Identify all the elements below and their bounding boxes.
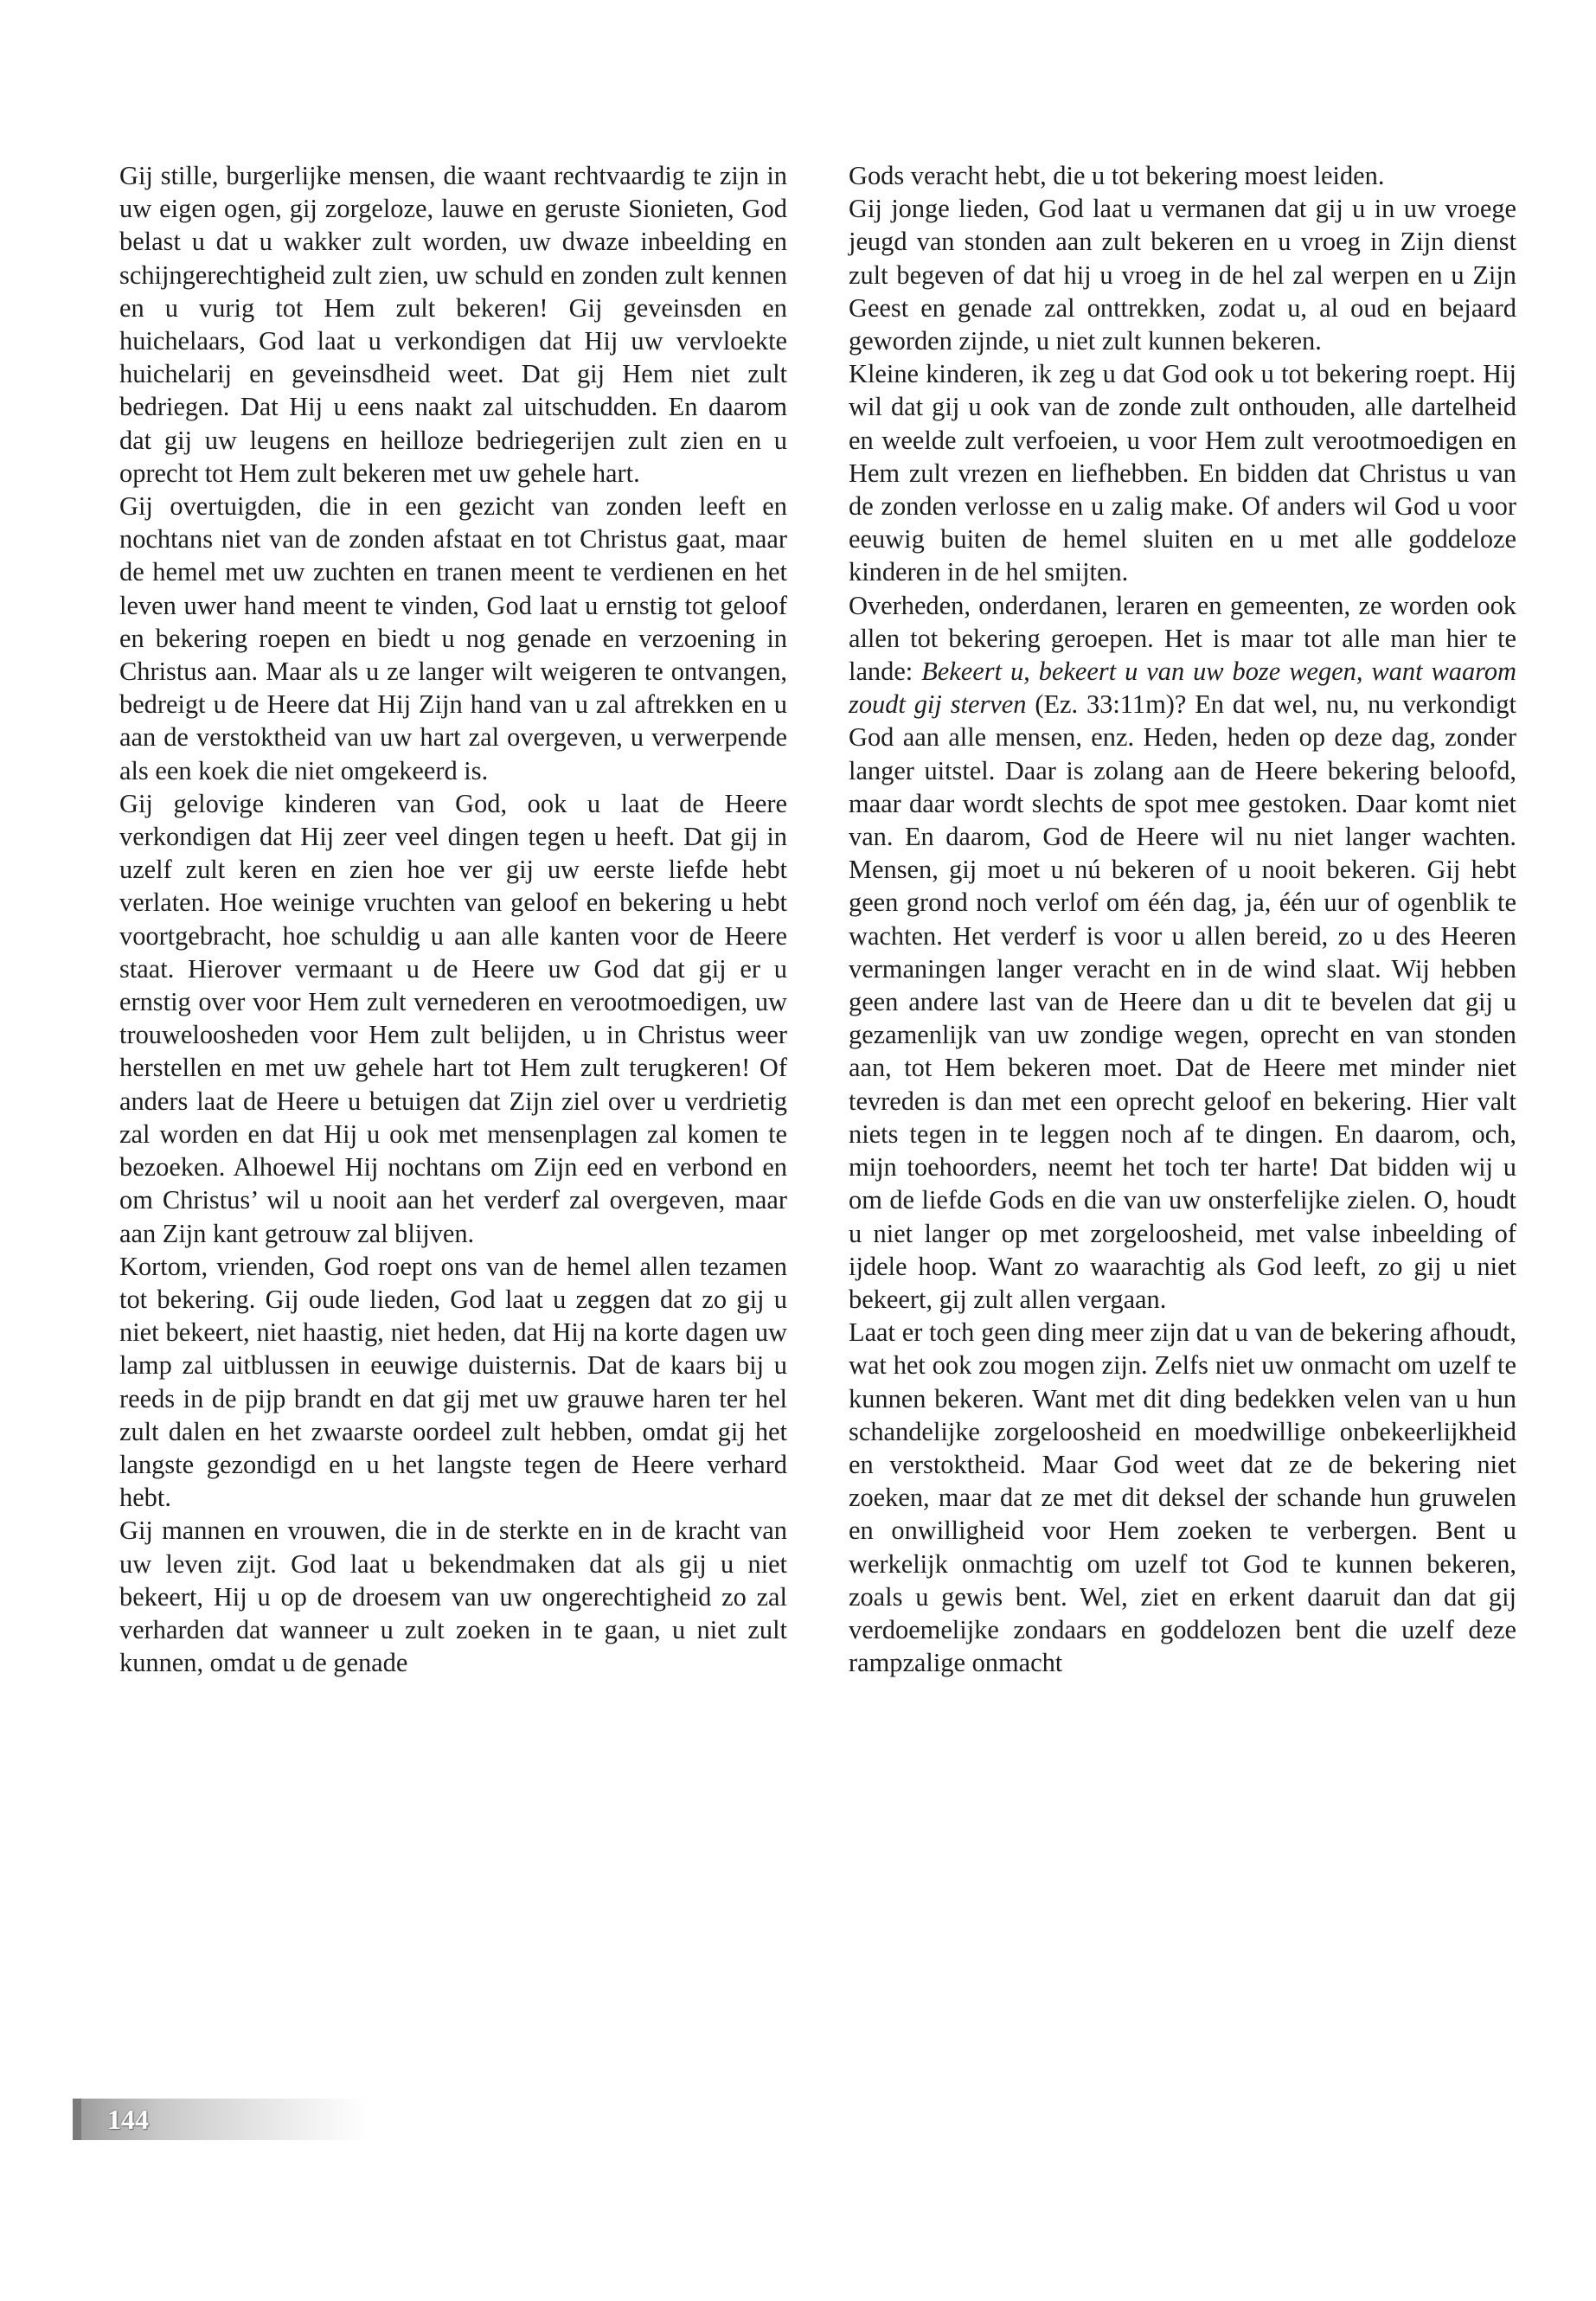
paragraph: Kleine kinderen, ik zeg u dat God ook u tot bekering roept. Hij wil dat gij u ook van de zonde zult onthouden, alle dartelheid en weelde zult verfoeien, u voor Hem zult verootmoedigen en Hem zult vrezen en liefhebben. En bidden dat Christus u van de zonden verlosse en u zalig make. Of anders wil God u voor eeuwig buiten de hemel sluiten en u met alle goddeloze kinderen in de hel smijten. [849,359,1516,587]
page-number-tab [73,2099,367,2140]
paragraph: Gij jonge lieden, God laat u vermanen dat gij u in uw vroege jeugd van stonden aan zult bekeren en u vroeg in Zijn dienst zult begeven of dat hij u vroeg in de hel zal werpen en u Zijn Geest en genade zal onttrekken, zodat u, al oud en bejaard geworden zijnde, u niet zult kunnen bekeren. [849,194,1516,356]
page-number: 144 [107,2104,149,2135]
paragraph: Laat er toch geen ding meer zijn dat u van de bekering afhoudt, wat het ook zou mogen zijn. Zelfs niet uw onmacht om uzelf te kunnen bekeren. Want met dit ding bedekken velen van u hun schandelijke zorgeloosheid en moedwillige onbekeerlijkheid en verstoktheid. Maar God weet dat ze de bekering niet zoeken, maar dat ze met dit deksel der schande hun gruwelen en onwilligheid voor Hem zoeken te verbergen. Bent u werkelijk onmachtig om uzelf tot God te kunnen bekeren, zoals u gewis bent. Wel, ziet en erkent daaruit dan dat gij verdoemelijke zondaars en goddelozen bent die uzelf deze rampzalige onmacht [849,1317,1516,1678]
right-text-column [849,159,1516,1679]
paragraph-text: (Ez. 33:11m)? En dat wel, nu, nu verkondigt God aan alle mensen, enz. Heden, heden op deze dag, zonder langer uitstel. Daar is zolang aan de Heere bekering beloofd, maar daar wordt slechts de spot mee gestoken. Daar komt niet van. En daarom, God de Heere wil nu niet langer wachten. Mensen, gij moet u nú bekeren of u nooit bekeren. Gij hebt geen grond noch verlof om één dag, ja, één uur of ogenblik te wachten. Het verderf is voor u allen bereid, zo u des Heeren vermaningen langer veracht en in de wind slaat. Wij hebben geen andere last van de Heere dan u dit te bevelen dat gij u gezamenlijk van uw zondige wegen, oprecht en van stonden aan, tot Hem bekeren moet. Dat de Heere met minder niet tevreden is dan met een oprecht geloof en bekering. Hier valt niets tegen in te leggen noch af te dingen. En daarom, och, mijn toehoorders, neemt het toch ter harte! Dat bidden wij u om de liefde Gods en die van uw onsterfelijke zielen. O, houdt u niet langer op met zorgeloosheid, met valse inbeelding of ijdele hoop. Want zo waarachtig als God leeft, zo gij u niet bekeert, gij zult allen vergaan. [849,689,1516,1314]
paragraph: Gij overtuigden, die in een gezicht van zonden leeft en nochtans niet van de zonden afstaat en tot Christus gaat, maar de hemel met uw zuchten en tranen meent te verdienen en het leven uwer hand meent te vinden, God laat u ernstig tot geloof en bekering roepen en biedt u nog genade en verzoening in Christus aan. Maar als u ze langer wilt weigeren te ontvangen, bedreigt u de Heere dat Hij Zijn hand van u zal aftrekken en u aan de verstoktheid van uw hart zal overgeven, u verwerpende als een koek die niet omgekeerd is. [119,491,787,785]
left-text-column [119,159,787,1679]
paragraph-text: Overheden, onderdanen, leraren en gemeenten, ze worden ook allen tot bekering geroepen. Het is maar tot alle man hier te lande: [849,590,1516,687]
paragraph [849,589,1516,1316]
paragraph: Gods veracht hebt, die u tot bekering moest leiden. [849,161,1385,190]
scripture-quote: Bekeert u, bekeert u van uw boze wegen, want waarom zoudt gij sterven [849,657,1516,720]
page-number-edge [73,2099,81,2140]
paragraph: Gij mannen en vrouwen, die in de sterkte en in de kracht van uw leven zijt. God laat u bekendmaken dat als gij u niet bekeert, Hij u op de droesem van uw ongerechtigheid zo zal verharden dat wanneer u zult zoeken in te gaan, u niet zult kunnen, omdat u de genade [119,1516,787,1678]
paragraph: Kortom, vrienden, God roept ons van de hemel allen tezamen tot bekering. Gij oude lieden, God laat u zeggen dat zo gij u niet bekeert, niet haastig, niet heden, dat Hij na korte dagen uw lamp zal uitblussen in eeuwige duisternis. Dat de kaars bij u reeds in de pijp brandt en dat gij met uw grauwe haren ter hel zult dalen en het zwaarste oordeel zult hebben, omdat gij het langste gezondigd en u het langste tegen de Heere verhard hebt. [119,1251,787,1513]
paragraph: Gij gelovige kinderen van God, ook u laat de Heere verkondigen dat Hij zeer veel dingen tegen u heeft. Dat gij in uzelf zult keren en zien hoe ver gij uw eerste liefde hebt verlaten. Hoe weinige vruchten van geloof en bekering u hebt voortgebracht, hoe schuldig u aan alle kanten voor de Heere staat. Hierover vermaant u de Heere uw God dat gij er u ernstig over voor Hem zult vernederen en verootmoedigen, uw trouweloosheden voor Hem zult belijden, u in Christus weer herstellen en met uw gehele hart tot Hem zult terugkeren! Of anders laat de Heere u betuigen dat Zijn ziel over u verdrietig zal worden en dat Hij u ook met mensenplagen zal komen te bezoeken. Alhoewel Hij nochtans om Zijn eed en verbond en om Christus’ wil u nooit aan het verderf zal overgeven, maar aan Zijn kant getrouw zal blijven. [119,788,787,1248]
paragraph: Gij stille, burgerlijke mensen, die waant rechtvaardig te zijn in uw eigen ogen, gij zorgeloze, lauwe en geruste Sionieten, God belast u dat u wakker zult worden, uw dwaze inbeelding en schijngerechtigheid zult zien, uw schuld en zonden zult kennen en u vurig tot Hem zult bekeren! Gij geveinsden en huichelaars, God laat u verkondigen dat Hij uw vervloekte huichelarij en geveinsdheid weet. Dat gij Hem niet zult bedriegen. Dat Hij u eens naakt zal uitschudden. En daarom dat gij uw leugens en heilloze bedriegerijen zult zien en u oprecht tot Hem zult bekeren met uw gehele hart. [119,161,787,488]
